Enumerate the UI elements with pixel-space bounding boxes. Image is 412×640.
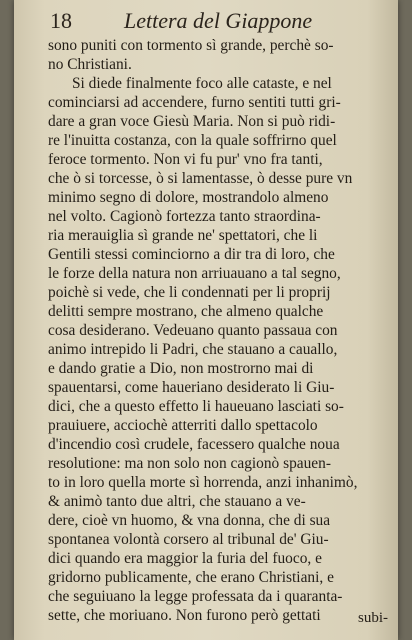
text-line: sono puniti con tormento sì grande, perchè so- [48,37,334,54]
text-line: dare a gran voce Giesù Maria. Non si può ridi- [48,113,336,130]
text-line: sette, che moriuano. Non furono però gettati [48,607,321,624]
text-line: le forze della natura non arriuauano a tal segno, [48,265,341,282]
text-line: & animò tanto due altri, che stauano a ve- [48,493,306,510]
text-line: che seguiuano la legge professata da i quaranta- [48,588,343,605]
text-line: delitti sempre mostrano, che almeno qualche [48,303,324,320]
catchword: subi- [358,610,388,626]
text-line: spontanea volontà corsero al tribunal de' Giu- [48,531,329,548]
page-footer [48,608,388,628]
book-page [14,0,398,640]
text-line: che ò si torcesse, ò si lamentasse, ò desse pure vn [48,170,353,187]
text-line: to in loro quella morte sì horrenda, anzi inhanimò, [48,474,358,491]
text-line: no Christiani. [48,56,132,73]
text-line: animo intrepido li Padri, che stauano a cauallo, [48,341,338,358]
page-number: 18 [50,8,72,33]
text-line: e dando gratie a Dio, non mostrorno mai di [48,360,314,377]
text-line: cominciarsi ad accendere, furno sentiti tutti gri- [48,94,341,111]
text-line: re l'inuitta costanza, con la quale soffrirno quel [48,132,337,149]
text-line: minimo segno di dolore, mostrandolo almeno [48,189,329,206]
text-line: dere, cioè vn huomo, & vna donna, che di sua [48,512,331,529]
text-line: poichè si vede, che li condennati per li proprij [48,284,331,301]
text-line: resolutione: ma non solo non cagionò spauen- [48,455,331,472]
text-line: prauiuere, acciochè atterriti dallo spettacolo [48,417,318,434]
text-line: d'incendio così crudele, facessero qualche noua [48,436,340,453]
text-line: Gentili stessi cominciorno a dir tra di loro, che [48,246,335,263]
running-title: Lettera del Giappone [124,8,313,33]
text-line: nel volto. Cagionò fortezza tanto straordina- [48,208,321,225]
text-line: feroce tormento. Non vi fu pur' vno fra tanti, [48,151,323,168]
text-line: Si diede finalmente foco alle cataste, e nel [72,75,332,92]
page-header [50,6,380,36]
text-line: ria merauiglia sì grande ne' spettatori, che li [48,227,318,244]
text-line: spauentarsi, come haueriano desiderato li Giu- [48,379,335,396]
text-line: gridorno publicamente, che erano Christiani, e [48,569,334,586]
body-text [48,36,388,625]
text-line: dici quando era maggior la furia del fuoco, e [48,550,322,567]
text-line: dici, che a questo effetto li haueuano lasciati so- [48,398,344,415]
text-line: cosa desiderano. Vedeuano quanto passaua con [48,322,338,339]
